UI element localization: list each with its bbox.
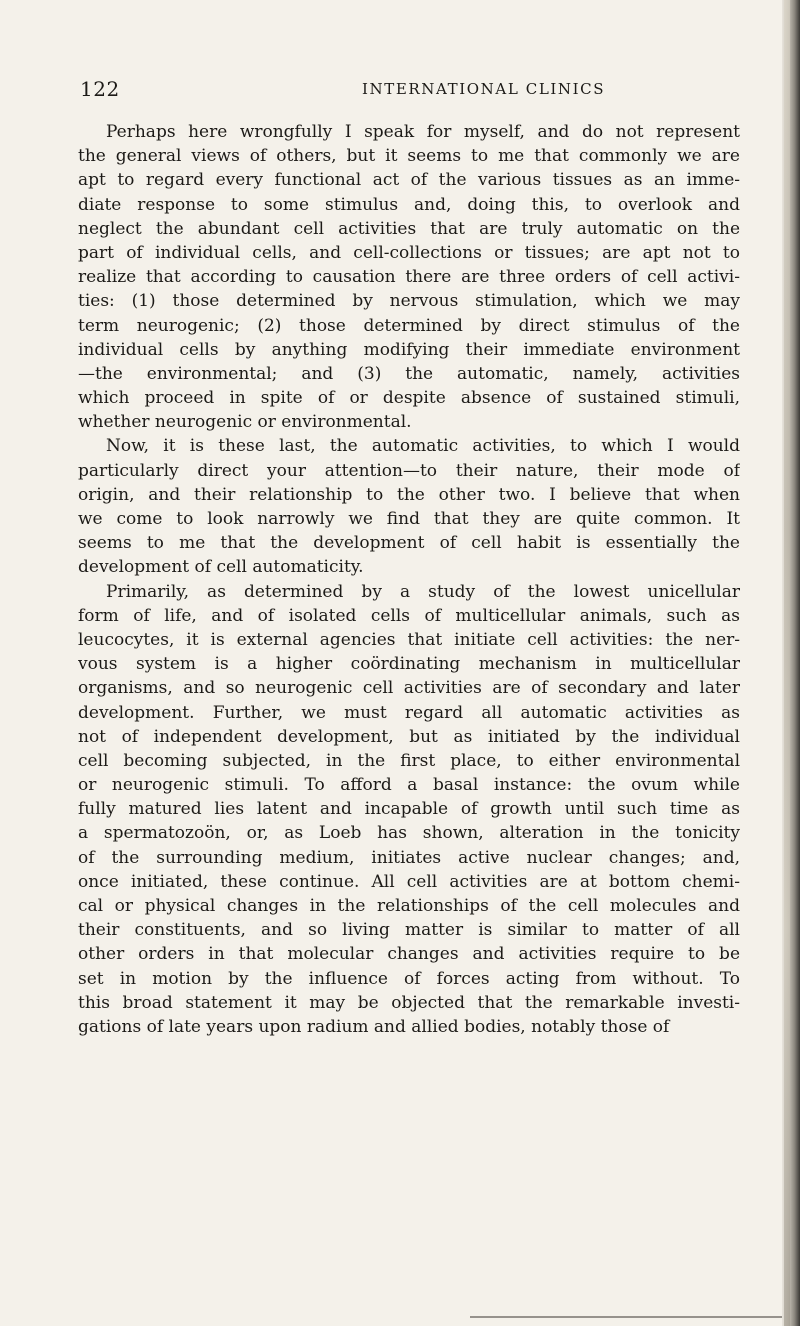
- text-line: —the environmental; and (3) the automatic, namely, activities: [78, 363, 740, 384]
- text-line: of the surrounding medium, initiates active nuclear changes; and,: [78, 847, 740, 868]
- text-line: origin, and their relationship to the other two. I believe that when: [78, 484, 740, 505]
- text-line: Perhaps here wrongfully I speak for myself, and do not represent: [106, 122, 740, 142]
- body-text: [78, 120, 740, 1039]
- page-header: [80, 77, 740, 101]
- text-line: realize that according to causation there are three orders of cell activi-: [78, 267, 740, 288]
- text-line: Now, it is these last, the automatic activities, to which I would: [106, 436, 740, 457]
- text-line: their constituents, and so living matter is similar to matter of all: [78, 920, 740, 941]
- text-line: gations of late years upon radium and allied bodies, notably those of: [78, 1016, 670, 1037]
- text-line: other orders in that molecular changes and activities require to be: [78, 944, 740, 965]
- text-line: neglect the abundant cell activities that are truly automatic on the: [78, 218, 740, 239]
- text-line: development. Further, we must regard all automatic activities as: [78, 702, 740, 723]
- text-line: term neurogenic; (2) those determined by direct stimulus of the: [78, 315, 740, 336]
- text-line: this broad statement it may be objected that the remarkable investi-: [78, 992, 740, 1013]
- text-line: which proceed in spite of or despite absence of sustained stimuli,: [78, 388, 740, 409]
- text-line: form of life, and of isolated cells of multicellular animals, such as: [78, 605, 740, 626]
- text-line: particularly direct your attention—to their nature, their mode of: [78, 460, 740, 481]
- text-line: seems to me that the development of cell habit is essentially the: [78, 533, 740, 554]
- paragraph: [78, 580, 740, 1040]
- text-line: leucocytes, it is external agencies that initiate cell activities: the ner-: [78, 629, 740, 650]
- text-line: or neurogenic stimuli. To afford a basal instance: the ovum while: [78, 775, 740, 796]
- paragraph: [78, 120, 740, 434]
- text-line: organisms, and so neurogenic cell activities are of secondary and later: [78, 678, 740, 699]
- text-line: not of independent development, but as initiated by the individual: [78, 726, 740, 747]
- text-line: cal or physical changes in the relationships of the cell molecules and: [78, 896, 740, 916]
- text-line: vous system is a higher coördinating mechanism in multicellular: [78, 654, 740, 675]
- paragraph: [78, 434, 740, 579]
- page-edge-shadow: [784, 0, 790, 1326]
- text-line: we come to look narrowly we find that they are quite common. It: [78, 509, 740, 529]
- page-bottom-edge: [470, 1316, 782, 1318]
- text-line: cell becoming subjected, in the first place, to either environmental: [78, 750, 740, 771]
- text-line: fully matured lies latent and incapable of growth until such time as: [78, 799, 740, 820]
- text-line: apt to regard every functional act of the various tissues as an imme-: [78, 170, 740, 191]
- running-title: INTERNATIONAL CLINICS: [362, 80, 606, 98]
- text-line: ties: (1) those determined by nervous stimulation, which we may: [78, 291, 740, 312]
- text-line: whether neurogenic or environmental.: [78, 412, 412, 433]
- text-line: set in motion by the influence of forces acting from without. To: [78, 968, 740, 989]
- text-line: Primarily, as determined by a study of the lowest unicellular: [106, 581, 740, 602]
- text-line: individual cells by anything modifying their immediate environment: [78, 339, 740, 360]
- page-number: 122: [80, 77, 120, 101]
- text-line: diate response to some stimulus and, doing this, to overlook and: [78, 194, 740, 215]
- text-line: the general views of others, but it seems to me that commonly we are: [78, 146, 740, 167]
- text-line: a spermatozoön, or, as Loeb has shown, alteration in the tonicity: [78, 823, 740, 844]
- text-line: once initiated, these continue. All cell activities are at bottom chemi-: [78, 871, 740, 892]
- text-line: development of cell automaticity.: [78, 557, 364, 578]
- text-line: part of individual cells, and cell-collections or tissues; are apt not to: [78, 242, 740, 263]
